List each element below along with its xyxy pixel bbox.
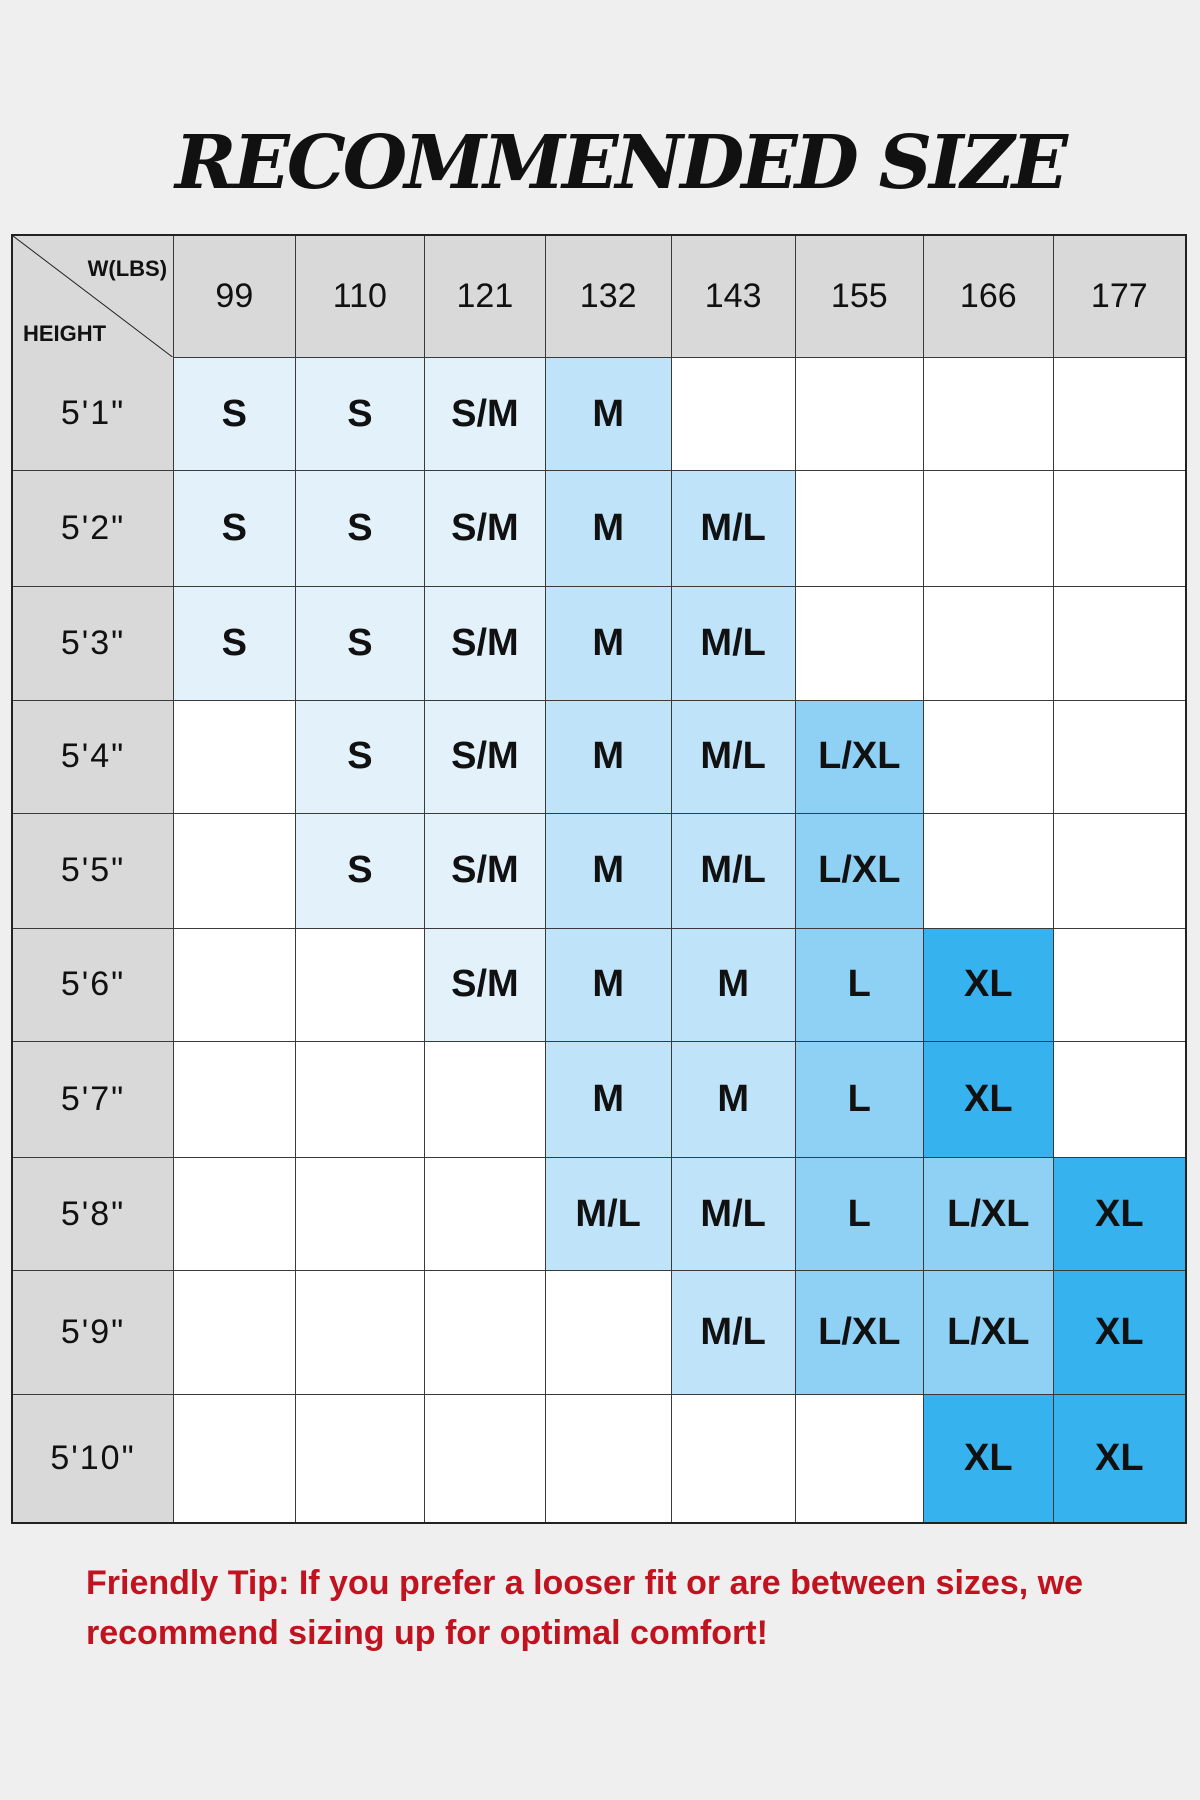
- empty-cell: [1053, 471, 1185, 587]
- weight-header: 177: [1053, 236, 1185, 357]
- size-cell: M/L: [671, 700, 795, 813]
- size-cell: L/XL: [795, 1271, 923, 1395]
- empty-cell: [924, 587, 1054, 700]
- size-cell: XL: [1053, 1271, 1185, 1395]
- size-cell: M/L: [545, 1157, 671, 1270]
- size-cell: M/L: [671, 814, 795, 929]
- table-row: [13, 1395, 1185, 1522]
- size-cell: M/L: [671, 587, 795, 700]
- size-cell: XL: [924, 928, 1054, 1041]
- corner-header: [13, 236, 174, 357]
- height-header: 5'10": [13, 1395, 174, 1522]
- size-chart: [11, 234, 1187, 1524]
- empty-cell: [924, 700, 1054, 813]
- weight-header: 121: [425, 236, 545, 357]
- height-header: 5'6": [13, 928, 174, 1041]
- height-header: 5'2": [13, 471, 174, 587]
- size-cell: S: [174, 587, 296, 700]
- table-row: [13, 1271, 1185, 1395]
- table-row: [13, 700, 1185, 813]
- size-cell: M: [545, 1042, 671, 1158]
- size-cell: S: [174, 357, 296, 470]
- size-cell: S: [295, 471, 425, 587]
- height-header: 5'1": [13, 357, 174, 470]
- size-cell: S/M: [425, 814, 545, 929]
- size-cell: XL: [1053, 1395, 1185, 1522]
- empty-cell: [795, 1395, 923, 1522]
- size-cell: S: [295, 587, 425, 700]
- size-cell: M: [545, 700, 671, 813]
- weight-header: 143: [671, 236, 795, 357]
- empty-cell: [295, 1157, 425, 1270]
- weight-header: 155: [795, 236, 923, 357]
- height-header: 5'8": [13, 1157, 174, 1270]
- height-header: 5'3": [13, 587, 174, 700]
- table-row: [13, 471, 1185, 587]
- table-row: [13, 928, 1185, 1041]
- empty-cell: [295, 1271, 425, 1395]
- size-cell: S/M: [425, 928, 545, 1041]
- weight-axis-label: W(LBS): [87, 256, 168, 281]
- size-cell: S: [174, 471, 296, 587]
- empty-cell: [174, 1271, 296, 1395]
- size-cell: M: [545, 587, 671, 700]
- table-row: [13, 357, 1185, 470]
- empty-cell: [425, 1042, 545, 1158]
- empty-cell: [1053, 357, 1185, 470]
- weight-header: 166: [924, 236, 1054, 357]
- empty-cell: [174, 1157, 296, 1270]
- size-cell: L: [795, 1157, 923, 1270]
- empty-cell: [174, 928, 296, 1041]
- size-cell: L: [795, 928, 923, 1041]
- empty-cell: [174, 700, 296, 813]
- empty-cell: [295, 928, 425, 1041]
- empty-cell: [671, 1395, 795, 1522]
- size-cell: M: [545, 357, 671, 470]
- header-row: [13, 236, 1185, 357]
- friendly-tip: Friendly Tip: If you prefer a looser fit or are between sizes, we recommend sizing up for optimal comfort!: [86, 1564, 1083, 1652]
- size-cell: S/M: [425, 587, 545, 700]
- weight-header: 110: [295, 236, 425, 357]
- size-cell: S/M: [425, 471, 545, 587]
- size-cell: L/XL: [795, 814, 923, 929]
- size-cell: M: [671, 1042, 795, 1158]
- table-row: [13, 814, 1185, 929]
- empty-cell: [671, 357, 795, 470]
- empty-cell: [425, 1271, 545, 1395]
- empty-cell: [425, 1395, 545, 1522]
- empty-cell: [1053, 814, 1185, 929]
- size-table: [13, 236, 1185, 1522]
- table-row: [13, 1042, 1185, 1158]
- size-cell: M: [671, 928, 795, 1041]
- empty-cell: [1053, 1042, 1185, 1158]
- empty-cell: [924, 471, 1054, 587]
- weight-header: 132: [545, 236, 671, 357]
- empty-cell: [1053, 700, 1185, 813]
- height-header: 5'9": [13, 1271, 174, 1395]
- empty-cell: [295, 1042, 425, 1158]
- size-cell: S: [295, 357, 425, 470]
- weight-header: 99: [174, 236, 296, 357]
- empty-cell: [795, 587, 923, 700]
- table-row: [13, 1157, 1185, 1270]
- empty-cell: [545, 1395, 671, 1522]
- empty-cell: [924, 357, 1054, 470]
- empty-cell: [1053, 587, 1185, 700]
- size-cell: S: [295, 814, 425, 929]
- size-cell: L: [795, 1042, 923, 1158]
- page-title: RECOMMENDED SIZE: [174, 120, 1066, 206]
- size-cell: M/L: [671, 471, 795, 587]
- size-cell: XL: [924, 1395, 1054, 1522]
- size-cell: XL: [924, 1042, 1054, 1158]
- empty-cell: [174, 1042, 296, 1158]
- height-header: 5'7": [13, 1042, 174, 1158]
- size-cell: S/M: [425, 700, 545, 813]
- size-cell: M: [545, 471, 671, 587]
- height-header: 5'5": [13, 814, 174, 929]
- height-axis-label: HEIGHT: [23, 321, 107, 347]
- size-cell: S/M: [425, 357, 545, 470]
- empty-cell: [425, 1157, 545, 1270]
- size-cell: M/L: [671, 1271, 795, 1395]
- size-cell: L/XL: [924, 1157, 1054, 1270]
- table-row: [13, 587, 1185, 700]
- empty-cell: [174, 814, 296, 929]
- size-cell: L/XL: [924, 1271, 1054, 1395]
- size-cell: L/XL: [795, 700, 923, 813]
- size-cell: M: [545, 814, 671, 929]
- empty-cell: [174, 1395, 296, 1522]
- empty-cell: [545, 1271, 671, 1395]
- size-table-body: [13, 357, 1185, 1522]
- empty-cell: [1053, 928, 1185, 1041]
- size-cell: M/L: [671, 1157, 795, 1270]
- size-cell: XL: [1053, 1157, 1185, 1270]
- empty-cell: [795, 471, 923, 587]
- height-header: 5'4": [13, 700, 174, 813]
- empty-cell: [924, 814, 1054, 929]
- size-cell: S: [295, 700, 425, 813]
- empty-cell: [795, 357, 923, 470]
- size-cell: M: [545, 928, 671, 1041]
- empty-cell: [295, 1395, 425, 1522]
